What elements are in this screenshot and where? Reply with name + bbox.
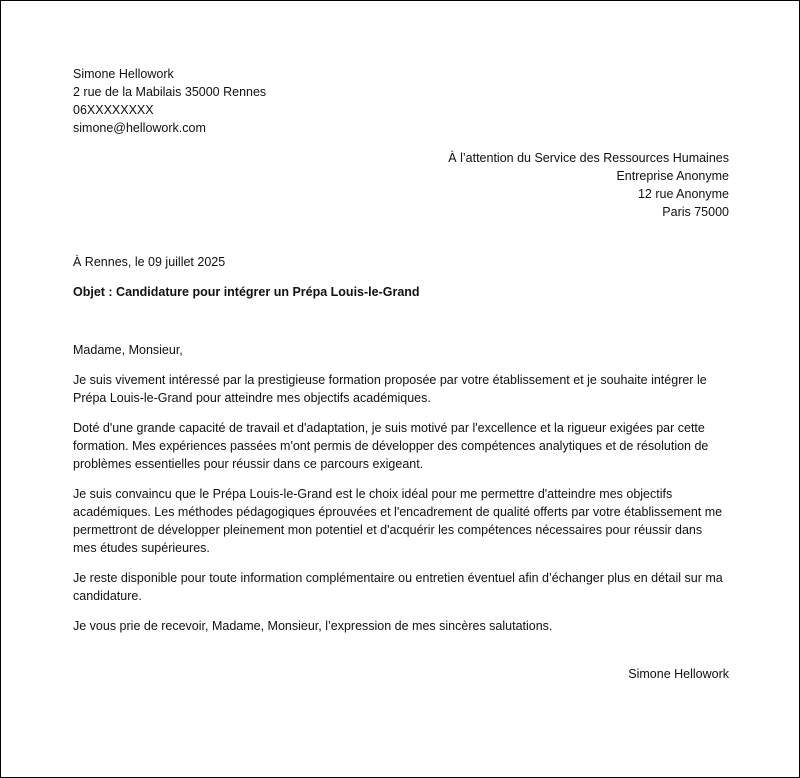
signature: Simone Hellowork — [628, 667, 729, 681]
recipient-street: 12 rue Anonyme — [637, 187, 729, 201]
sender-email: simone@hellowork.com — [73, 121, 206, 135]
body-paragraph-4: Je reste disponible pour toute information complémentaire ou entretien éventuel afin d’échanger plus en détail sur ma candidature. — [73, 571, 723, 603]
recipient-attention: À l’attention du Service des Ressources Humaines — [448, 151, 729, 165]
body-paragraph-1: Je suis vivement intéressé par la prestigieuse formation proposée par votre établissement et je souhaite intégrer le Prépa Louis-le-Grand pour atteindre mes objectifs académiques. — [73, 373, 707, 405]
recipient-city: Paris 75000 — [662, 205, 729, 219]
sender-phone: 06XXXXXXXX — [73, 103, 154, 117]
body-paragraph-3: Je suis convaincu que le Prépa Louis-le-Grand est le choix idéal pour me permettre d'atteindre mes objectifs académiques. Les méthodes pédagogiques éprouvées et l'encadrement de qualité offerts par votre établissement me permettront de développer pleinement mon potentiel et d'acquérir les compétences nécessaires pour réussir dans mes études supérieures. — [73, 487, 723, 555]
subject-line: Objet : Candidature pour intégrer un Prépa Louis-le-Grand — [73, 285, 420, 299]
body-paragraph-2: Doté d'une grande capacité de travail et d'adaptation, je suis motivé par l'excellence et la rigueur exigées par cette formation. Mes expériences passées m'ont permis de développer des compétences analytiques et de résolution de problèmes essentielles pour réussir dans ce parcours exigeant. — [73, 421, 709, 471]
date-line: À Rennes, le 09 juillet 2025 — [73, 255, 226, 269]
recipient-company: Entreprise Anonyme — [616, 169, 729, 183]
closing-paragraph: Je vous prie de recevoir, Madame, Monsieur, l’expression de mes sincères salutations. — [73, 619, 553, 633]
sender-address: 2 rue de la Mabilais 35000 Rennes — [73, 85, 267, 99]
cover-letter — [73, 65, 729, 683]
recipient-block — [73, 149, 729, 221]
sender-name: Simone Hellowork — [73, 67, 174, 81]
salutation: Madame, Monsieur, — [73, 343, 183, 357]
sender-block — [73, 65, 729, 137]
